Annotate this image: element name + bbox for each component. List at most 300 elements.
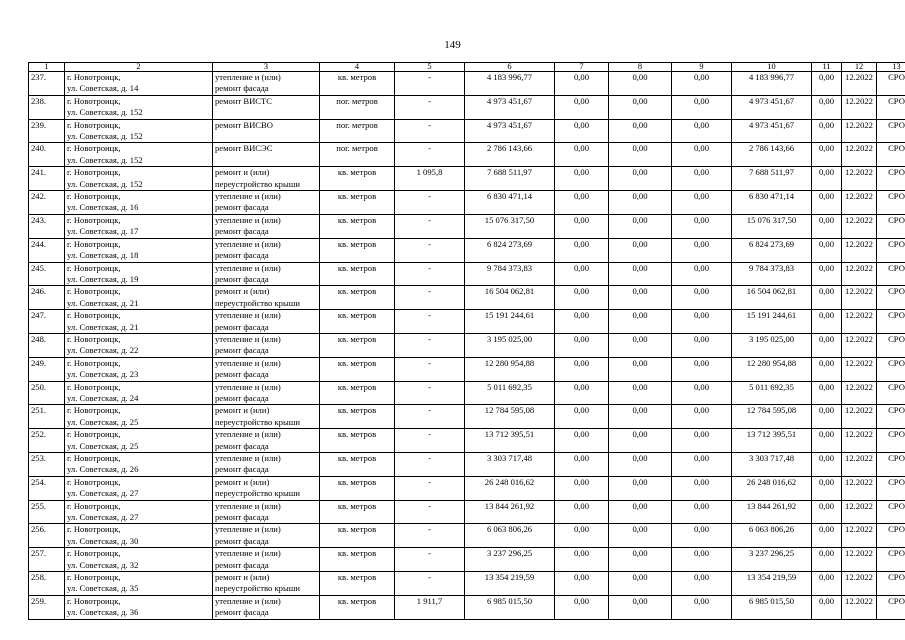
total-cost-text: 15 076 317,50 (484, 214, 535, 225)
fund-col10-text: 13 354 219,59 (746, 572, 797, 583)
fund-col9-cell (672, 429, 732, 453)
fund-col7-text: 0,00 (573, 429, 590, 440)
method-cell (877, 238, 905, 262)
fund-col10-text: 26 248 016,62 (746, 476, 797, 487)
method-cell (877, 572, 905, 596)
fund-col9-cell (672, 286, 732, 310)
fund-col7-cell (555, 214, 609, 238)
fund-col8-cell (609, 381, 672, 405)
fund-col9-cell (672, 453, 732, 477)
quantity-cell (395, 238, 465, 262)
unit-text: кв. метров (337, 595, 377, 606)
fund-col9-text: 0,00 (693, 167, 710, 178)
column-header-3: 3 (213, 63, 320, 72)
completion-date-text: 12.2022 (845, 191, 873, 202)
fund-col7-text: 0,00 (573, 595, 590, 606)
quantity-text: - (428, 333, 431, 344)
total-cost-text: 12 784 595,08 (484, 405, 535, 416)
work-type-text: ремонт фасада (215, 369, 269, 380)
work-type-text: ремонт фасада (215, 321, 269, 332)
fund-col9-text: 0,00 (693, 143, 710, 154)
fund-col11-text: 0,00 (818, 214, 835, 225)
fund-col11-cell (812, 453, 842, 477)
address-text: ул. Советская, д. 27 (67, 512, 139, 523)
quantity-text: - (428, 548, 431, 559)
quantity-cell (395, 333, 465, 357)
fund-col10-cell (732, 405, 812, 429)
work-type-cell (213, 310, 320, 334)
quantity-text: - (428, 143, 431, 154)
total-cost-cell (465, 286, 555, 310)
quantity-cell (395, 381, 465, 405)
fund-col7-cell (555, 72, 609, 96)
completion-date-text: 12.2022 (845, 333, 873, 344)
table-row (29, 167, 905, 191)
fund-col8-text: 0,00 (632, 143, 648, 154)
fund-col7-text: 0,00 (573, 262, 590, 273)
work-type-text: ремонт фасада (215, 607, 269, 618)
work-type-text: ремонт фасада (215, 535, 269, 546)
work-type-text: ремонт фасада (215, 512, 269, 523)
fund-col7-cell (555, 143, 609, 167)
address-cell (65, 72, 213, 96)
fund-col8-text: 0,00 (632, 238, 648, 249)
unit-cell (320, 262, 395, 286)
address-text: г. Новотроицк, (67, 524, 121, 535)
quantity-cell (395, 214, 465, 238)
table-row (29, 453, 905, 477)
quantity-cell (395, 310, 465, 334)
row-number-cell (29, 500, 65, 524)
unit-cell (320, 595, 395, 619)
total-cost-cell (465, 167, 555, 191)
address-cell (65, 333, 213, 357)
fund-col11-cell (812, 191, 842, 215)
total-cost-text: 3 237 296,25 (486, 548, 533, 559)
unit-text: кв. метров (337, 476, 377, 487)
total-cost-cell (465, 191, 555, 215)
fund-col11-text: 0,00 (818, 95, 835, 106)
fund-col8-cell (609, 357, 672, 381)
method-cell (877, 357, 905, 381)
address-text: ул. Советская, д. 23 (67, 369, 139, 380)
method-text: СРО (888, 119, 905, 130)
work-type-text: переустройство крыши (215, 297, 300, 308)
work-type-text: ремонт фасада (215, 83, 269, 94)
unit-cell (320, 357, 395, 381)
fund-col10-text: 13 844 261,92 (746, 500, 797, 511)
address-cell (65, 595, 213, 619)
row-number-cell (29, 72, 65, 96)
quantity-text: - (428, 310, 431, 321)
row-number-cell (29, 191, 65, 215)
fund-col7-cell (555, 333, 609, 357)
quantity-text: - (428, 524, 431, 535)
fund-col10-cell (732, 357, 812, 381)
fund-col8-cell (609, 72, 672, 96)
total-cost-text: 9 784 373,83 (486, 262, 533, 273)
unit-text: кв. метров (337, 262, 377, 273)
fund-col11-cell (812, 595, 842, 619)
fund-col9-text: 0,00 (693, 214, 710, 225)
fund-col8-text: 0,00 (632, 119, 648, 130)
method-text: СРО (888, 595, 905, 606)
work-type-text: переустройство крыши (215, 416, 300, 427)
fund-col9-text: 0,00 (693, 548, 710, 559)
address-text: ул. Советская, д. 26 (67, 464, 139, 475)
work-type-text: переустройство крыши (215, 178, 300, 189)
method-cell (877, 143, 905, 167)
fund-col9-cell (672, 572, 732, 596)
work-type-text: ремонт и (или) (215, 167, 270, 178)
table-row (29, 310, 905, 334)
row-number-cell (29, 310, 65, 334)
total-cost-text: 4 973 451,67 (486, 119, 533, 130)
fund-col8-cell (609, 143, 672, 167)
row-number-text: 246. (31, 286, 47, 297)
unit-text: кв. метров (337, 572, 377, 583)
total-cost-cell (465, 357, 555, 381)
quantity-cell (395, 548, 465, 572)
fund-col7-text: 0,00 (573, 476, 590, 487)
row-number-cell (29, 429, 65, 453)
unit-text: кв. метров (337, 500, 377, 511)
total-cost-cell (465, 238, 555, 262)
fund-col10-text: 15 076 317,50 (746, 214, 797, 225)
fund-col8-text: 0,00 (632, 262, 648, 273)
address-text: г. Новотроицк, (67, 310, 121, 321)
total-cost-text: 16 504 062,81 (484, 286, 535, 297)
completion-date-text: 12.2022 (845, 238, 873, 249)
row-number-cell (29, 214, 65, 238)
fund-col10-text: 7 688 511,97 (749, 167, 794, 178)
total-cost-cell (465, 95, 555, 119)
unit-cell (320, 453, 395, 477)
table-row (29, 119, 905, 143)
unit-text: кв. метров (337, 453, 377, 463)
fund-col7-cell (555, 524, 609, 548)
completion-date-cell (842, 262, 877, 286)
fund-col10-text: 3 303 717,48 (748, 453, 795, 463)
fund-col7-text: 0,00 (573, 214, 590, 225)
quantity-text: - (428, 191, 431, 202)
address-text: ул. Советская, д. 22 (67, 345, 139, 356)
work-type-text: ремонт фасада (215, 226, 269, 237)
fund-col11-text: 0,00 (818, 286, 835, 297)
unit-cell (320, 524, 395, 548)
address-text: ул. Советская, д. 18 (67, 250, 139, 261)
total-cost-cell (465, 333, 555, 357)
table-row (29, 143, 905, 167)
completion-date-cell (842, 143, 877, 167)
work-type-cell (213, 357, 320, 381)
fund-col11-cell (812, 405, 842, 429)
method-cell (877, 476, 905, 500)
quantity-cell (395, 72, 465, 96)
total-cost-text: 13 354 219,59 (484, 572, 535, 583)
fund-col10-cell (732, 333, 812, 357)
fund-col8-cell (609, 167, 672, 191)
fund-col10-cell (732, 214, 812, 238)
fund-col10-cell (732, 286, 812, 310)
table-row (29, 405, 905, 429)
completion-date-text: 12.2022 (845, 524, 873, 535)
unit-cell (320, 548, 395, 572)
fund-col10-text: 5 011 692,35 (749, 381, 794, 392)
fund-col10-text: 4 183 996,77 (748, 72, 795, 82)
completion-date-text: 12.2022 (845, 167, 873, 178)
fund-col7-cell (555, 548, 609, 572)
fund-col9-cell (672, 143, 732, 167)
column-number-header-row (29, 63, 905, 72)
fund-col11-cell (812, 572, 842, 596)
fund-col10-text: 13 712 395,51 (746, 429, 797, 440)
fund-col10-text: 4 973 451,67 (748, 95, 795, 106)
quantity-cell (395, 262, 465, 286)
address-text: г. Новотроицк, (67, 72, 121, 82)
work-type-text: утепление и (или) (215, 238, 281, 249)
fund-col11-text: 0,00 (818, 262, 835, 273)
fund-col9-text: 0,00 (693, 286, 710, 297)
completion-date-cell (842, 333, 877, 357)
address-cell (65, 119, 213, 143)
work-type-text: утепление и (или) (215, 72, 281, 82)
work-type-cell (213, 333, 320, 357)
capital-repair-table (28, 62, 905, 620)
unit-cell (320, 405, 395, 429)
address-cell (65, 405, 213, 429)
work-type-text: утепление и (или) (215, 429, 281, 440)
completion-date-text: 12.2022 (845, 476, 873, 487)
unit-text: кв. метров (337, 286, 377, 297)
total-cost-text: 5 011 692,35 (487, 381, 532, 392)
fund-col9-text: 0,00 (693, 333, 710, 344)
fund-col10-text: 12 784 595,08 (746, 405, 797, 416)
fund-col8-cell (609, 548, 672, 572)
fund-col7-text: 0,00 (573, 524, 590, 535)
fund-col11-cell (812, 238, 842, 262)
completion-date-text: 12.2022 (845, 548, 873, 559)
fund-col7-cell (555, 238, 609, 262)
fund-col9-cell (672, 500, 732, 524)
table-row (29, 238, 905, 262)
method-text: СРО (888, 286, 905, 297)
fund-col7-cell (555, 595, 609, 619)
address-cell (65, 548, 213, 572)
fund-col9-cell (672, 548, 732, 572)
work-type-cell (213, 119, 320, 143)
fund-col8-text: 0,00 (632, 357, 648, 368)
fund-col11-cell (812, 429, 842, 453)
unit-cell (320, 572, 395, 596)
quantity-text: - (428, 381, 431, 392)
address-text: г. Новотроицк, (67, 381, 121, 392)
method-text: СРО (888, 310, 905, 321)
completion-date-cell (842, 429, 877, 453)
method-cell (877, 381, 905, 405)
fund-col8-cell (609, 310, 672, 334)
total-cost-cell (465, 119, 555, 143)
fund-col9-cell (672, 310, 732, 334)
fund-col11-cell (812, 333, 842, 357)
method-text: СРО (888, 357, 905, 368)
fund-col11-text: 0,00 (818, 476, 835, 487)
unit-text: кв. метров (337, 167, 377, 178)
quantity-cell (395, 95, 465, 119)
quantity-cell (395, 357, 465, 381)
address-text: г. Новотроицк, (67, 119, 121, 130)
column-header-8: 8 (609, 63, 672, 72)
quantity-text: 1 095,8 (416, 167, 443, 178)
fund-col10-text: 2 786 143,66 (748, 143, 795, 154)
method-cell (877, 524, 905, 548)
fund-col9-text: 0,00 (693, 95, 710, 106)
quantity-text: - (428, 453, 431, 463)
method-text: СРО (888, 167, 905, 178)
column-header-1: 1 (29, 63, 65, 72)
fund-col8-cell (609, 95, 672, 119)
work-type-cell (213, 238, 320, 262)
method-text: СРО (888, 214, 905, 225)
column-header-5: 5 (395, 63, 465, 72)
address-cell (65, 381, 213, 405)
fund-col11-cell (812, 476, 842, 500)
row-number-cell (29, 143, 65, 167)
unit-cell (320, 333, 395, 357)
fund-col7-text: 0,00 (573, 333, 590, 344)
fund-col7-cell (555, 191, 609, 215)
fund-col10-text: 9 784 373,83 (748, 262, 795, 273)
fund-col11-text: 0,00 (818, 500, 835, 511)
fund-col11-text: 0,00 (818, 453, 835, 463)
work-type-text: переустройство крыши (215, 488, 300, 499)
fund-col11-cell (812, 262, 842, 286)
total-cost-cell (465, 262, 555, 286)
table-row (29, 286, 905, 310)
fund-col9-text: 0,00 (693, 238, 710, 249)
fund-col7-cell (555, 500, 609, 524)
fund-col8-cell (609, 476, 672, 500)
completion-date-text: 12.2022 (845, 429, 873, 440)
work-type-cell (213, 595, 320, 619)
fund-col10-cell (732, 595, 812, 619)
unit-text: пог. метров (336, 143, 378, 154)
quantity-text: - (428, 357, 431, 368)
method-cell (877, 405, 905, 429)
work-type-text: утепление и (или) (215, 595, 281, 606)
fund-col11-cell (812, 524, 842, 548)
row-number-text: 259. (31, 595, 47, 606)
method-text: СРО (888, 333, 905, 344)
address-text: г. Новотроицк, (67, 453, 121, 463)
column-header-12: 12 (842, 63, 877, 72)
completion-date-cell (842, 72, 877, 96)
unit-cell (320, 167, 395, 191)
work-type-cell (213, 381, 320, 405)
work-type-text: ремонт ВИСЭС (215, 143, 273, 154)
address-text: г. Новотроицк, (67, 476, 121, 487)
method-text: СРО (888, 143, 905, 154)
method-text: СРО (888, 453, 905, 463)
fund-col10-cell (732, 572, 812, 596)
work-type-cell (213, 524, 320, 548)
total-cost-text: 6 985 015,50 (486, 595, 533, 606)
fund-col8-cell (609, 500, 672, 524)
address-cell (65, 357, 213, 381)
table-row (29, 548, 905, 572)
unit-text: кв. метров (337, 191, 377, 202)
method-text: СРО (888, 572, 905, 583)
table-row (29, 524, 905, 548)
fund-col11-text: 0,00 (818, 429, 835, 440)
address-cell (65, 476, 213, 500)
row-number-text: 247. (31, 310, 47, 321)
fund-col8-cell (609, 333, 672, 357)
completion-date-text: 12.2022 (845, 572, 873, 583)
total-cost-text: 6 824 273,69 (486, 238, 533, 249)
address-text: ул. Советская, д. 24 (67, 392, 139, 403)
fund-col8-cell (609, 214, 672, 238)
address-cell (65, 310, 213, 334)
fund-col7-cell (555, 381, 609, 405)
row-number-text: 240. (31, 143, 47, 154)
row-number-text: 241. (31, 167, 47, 178)
total-cost-cell (465, 72, 555, 96)
fund-col7-cell (555, 572, 609, 596)
fund-col11-cell (812, 357, 842, 381)
fund-col7-text: 0,00 (573, 357, 590, 368)
address-text: ул. Советская, д. 19 (67, 273, 139, 284)
method-cell (877, 72, 905, 96)
total-cost-cell (465, 405, 555, 429)
quantity-text: - (428, 500, 431, 511)
completion-date-cell (842, 500, 877, 524)
row-number-cell (29, 453, 65, 477)
address-text: г. Новотроицк, (67, 95, 121, 106)
address-cell (65, 214, 213, 238)
total-cost-cell (465, 572, 555, 596)
work-type-text: ремонт и (или) (215, 405, 270, 416)
fund-col7-text: 0,00 (573, 381, 590, 392)
address-text: г. Новотроицк, (67, 238, 121, 249)
fund-col10-text: 4 973 451,67 (748, 119, 795, 130)
quantity-cell (395, 286, 465, 310)
fund-col9-cell (672, 333, 732, 357)
completion-date-cell (842, 286, 877, 310)
row-number-text: 257. (31, 548, 47, 559)
column-header-6: 6 (465, 63, 555, 72)
fund-col11-text: 0,00 (818, 72, 835, 82)
total-cost-cell (465, 595, 555, 619)
fund-col11-text: 0,00 (818, 238, 835, 249)
unit-text: пог. метров (336, 119, 378, 130)
work-type-text: переустройство крыши (215, 583, 300, 594)
total-cost-text: 12 280 954,88 (484, 357, 535, 368)
fund-col9-text: 0,00 (693, 429, 710, 440)
work-type-text: ремонт и (или) (215, 572, 270, 583)
fund-col8-cell (609, 286, 672, 310)
address-text: г. Новотроицк, (67, 262, 121, 273)
work-type-text: утепление и (или) (215, 524, 281, 535)
address-text: ул. Советская, д. 152 (67, 154, 143, 165)
fund-col11-text: 0,00 (818, 357, 835, 368)
fund-col11-text: 0,00 (818, 191, 835, 202)
quantity-cell (395, 524, 465, 548)
row-number-text: 245. (31, 262, 47, 273)
fund-col7-text: 0,00 (573, 500, 590, 511)
address-text: г. Новотроицк, (67, 548, 121, 559)
column-header-7: 7 (555, 63, 609, 72)
